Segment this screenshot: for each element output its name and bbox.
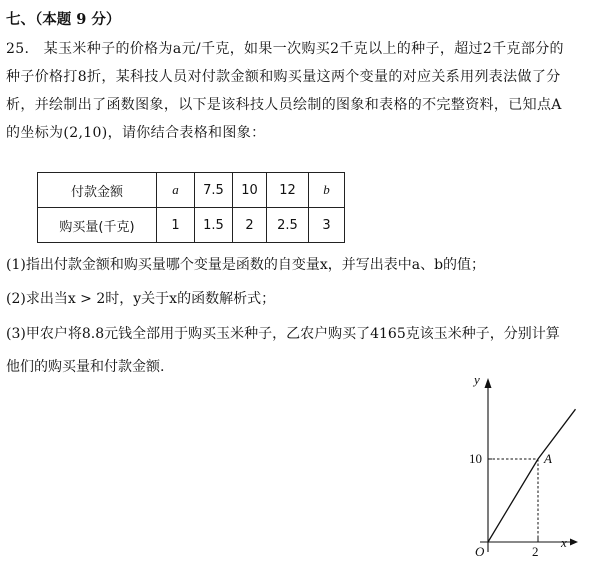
x-axis-arrow (570, 539, 578, 546)
table-cell: b (309, 173, 345, 208)
problem-line-1: 25. 某玉米种子的价格为a元/千克，如果一次购买2千克以上的种子，超过2千克部分的 (6, 41, 564, 57)
question-1: (1)指出付款金额和购买量哪个变量是函数的自变量x，并写出表中a、b的值； (6, 257, 486, 273)
section-title: 七、（本题 9 分） (6, 11, 121, 28)
table-row (38, 208, 345, 243)
table-cell: 1.5 (195, 208, 233, 243)
y-axis-arrow (485, 378, 492, 388)
origin-label: O (475, 544, 485, 559)
series-line (488, 409, 576, 542)
table-cell: 3 (309, 208, 345, 243)
y-axis-label: y (474, 372, 480, 387)
problem-line-4: 的坐标为(2,10)，请你结合表格和图象： (6, 125, 266, 141)
problem-statement (6, 35, 602, 147)
table-cell: a (157, 173, 195, 208)
table-row-label: 购买量(千克) (38, 208, 157, 243)
table-cell: 2 (233, 208, 267, 243)
table-cell: 10 (233, 173, 267, 208)
point-a-label: A (544, 451, 552, 466)
table-cell: 7.5 (195, 173, 233, 208)
question-3-continued: 他们的购买量和付款金额. (6, 359, 165, 375)
function-graph (430, 366, 590, 561)
x-tick-label: 2 (532, 544, 539, 559)
problem-number: 25. (6, 41, 30, 57)
table-cell: 1 (157, 208, 195, 243)
question-2: (2)求出当x > 2时，y关于x的函数解析式； (6, 291, 276, 307)
table-row (38, 173, 345, 208)
y-tick-label: 10 (469, 451, 482, 466)
problem-line-2: 种子价格打8折，某科技人员对付款金额和购买量这两个变量的对应关系用列表法做了分 (6, 69, 561, 85)
table-cell: 2.5 (267, 208, 309, 243)
x-axis-label: x (561, 535, 567, 550)
problem-line-3: 析，并绘制出了函数图象，以下是该科技人员绘制的图象和表格的不完整资料，已知点A (6, 97, 562, 113)
question-3: (3)甲农户将8.8元钱全部用于购买玉米种子，乙农户购买了4165克该玉米种子，分别计算 (6, 326, 560, 342)
table-cell: 12 (267, 173, 309, 208)
data-table (37, 172, 345, 243)
table-row-label: 付款金额 (38, 173, 157, 208)
